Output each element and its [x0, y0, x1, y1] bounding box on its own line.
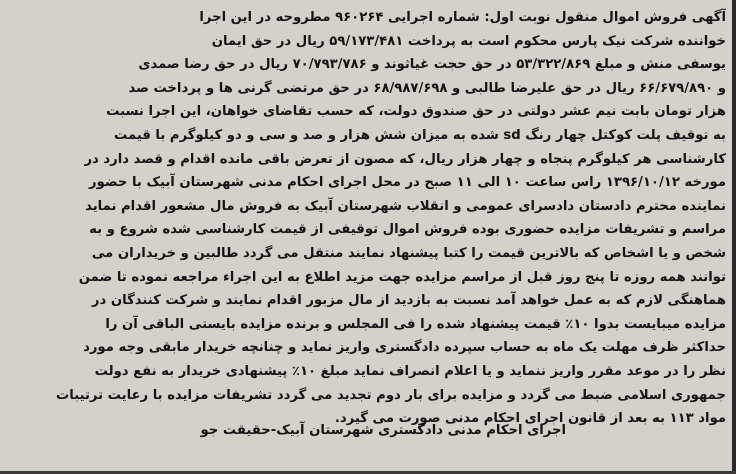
notice-line: هماهنگی لازم که به عمل خواهد آمد نسبت به بازدید از مال مزبور اقدام نمایند و شرکت کنندگان در — [91, 293, 726, 309]
notice-line: مورخه ۱۳۹۶/۱۰/۱۲ راس ساعت ۱۰ الی ۱۱ صبح در محل اجرای احکام مدنی شهرستان آبیک با حضور — [89, 175, 726, 191]
notice-line: آگهی فروش اموال منقول نوبت اول: شماره اجرایی ۹۶۰۲۶۴ مطروحه در این اجرا — [199, 10, 726, 25]
notice-line: مراسم و تشریفات مزایده حضوری بوده فروش اموال توقیفی از قیمت کارشناسی شده شروع و به — [89, 222, 726, 238]
notice-line: هزار تومان بابت نیم عشر دولتی در حق صندوق دولت، که حسب تقاضای خواهان، این اجرا نسبت — [106, 104, 726, 120]
notice-line: و ۶۶/۶۷۹/۸۹۰ ریال در حق علیرضا طالبی و ۶۸/۹۸۷/۶۹۸ در حق مرتضی گرنی ها و پرداخت صد — [128, 80, 726, 96]
notice-line: به توقیف پلت کوکتل چهار رنگ sd شده به میزان شش هزار و صد و سی و دو کیلوگرم با قیمت — [114, 127, 726, 143]
notice-line: نظر را در موعد مقرر واریز ننماید و یا اعلام انصراف نماید مبلغ ۱۰٪ پیشنهادی خریدار به نفع دولت — [94, 363, 726, 379]
notice-line: کارشناسی هر کیلوگرم پنجاه و چهار هزار ریال، که مصون از تعرض باقی مانده اقدام و قصد دارد در — [84, 151, 726, 167]
notice-line: خواننده شرکت نیک پارس محکوم است به پرداخت ۵۹/۱۷۳/۴۸۱ ریال در حق ایمان — [211, 33, 726, 49]
right-border — [732, 0, 736, 474]
notice-line: مزایده میبایست بدوا ۱۰٪ قیمت پیشنهاد شده را فی المجلس و برنده مزایده بایستی الباقی آن را — [105, 316, 726, 332]
notice-line: جمهوری اسلامی ضبط می گردد و مزایده برای بار دوم تجدید می گردد تشریفات مزایده با رعایت ترتیبات — [55, 387, 726, 403]
notice-line: یوسفی منش و مبلغ ۵۳/۳۲۲/۸۶۹ در حق حجت غیاثوند و ۷۰/۷۹۳/۷۸۶ ریال در حق رضا صمدی — [138, 57, 726, 73]
notice-signature: اجرای احکام مدنی دادگستری شهرستان آبیک-حقیقت جو — [200, 423, 566, 438]
notice-line: توانند همه روزه تا پنج روز قبل از مراسم مزایده جهت مزید اطلاع به این اجراء مراجعه نموده تا ضمن — [78, 269, 726, 285]
notice-line: شخص و یا اشخاص که بالاترین قیمت را کتبا پیشنهاد نمایند منتقل می گردد طالبین و خریداران می — [91, 245, 726, 261]
notice-line: نماینده محترم دادستان دادسرای عمومی و انقلاب شهرستان آبیک به فروش مال مشعور اقدام نماید — [85, 198, 726, 214]
notice-body — [14, 6, 726, 431]
notice-line: حداکثر ظرف مهلت یک ماه به حساب سپرده دادگستری واریز نماید و چنانچه خریدار مابقی وجه مورد — [83, 340, 726, 356]
notice-line: مواد ۱۱۳ به بعد از قانون اجرای احکام مدنی صورت می گیرد. — [334, 411, 726, 427]
